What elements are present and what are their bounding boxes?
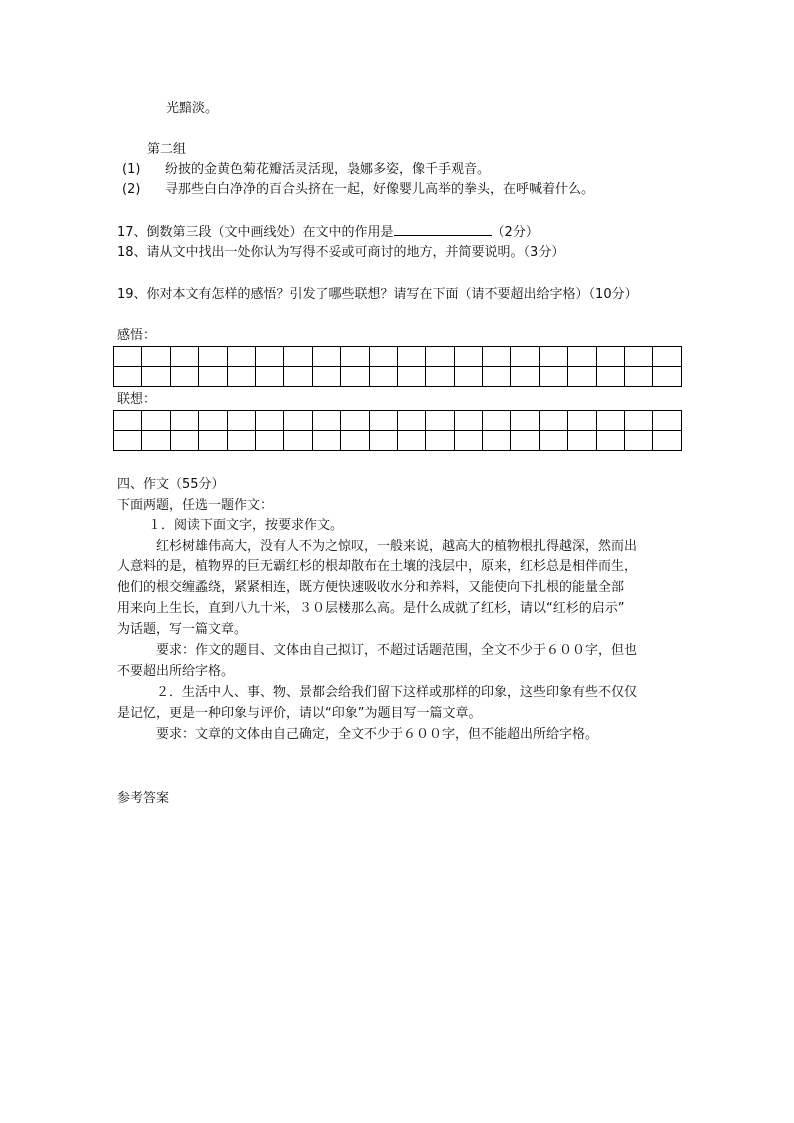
grid-cell[interactable] xyxy=(397,431,425,451)
grid-cell[interactable] xyxy=(255,431,283,451)
grid-cell[interactable] xyxy=(397,347,425,367)
grid-cell[interactable] xyxy=(170,367,198,387)
grid-cell[interactable] xyxy=(227,347,255,367)
grid-cell[interactable] xyxy=(284,411,312,431)
grid-cell[interactable] xyxy=(483,367,511,387)
grid-cell[interactable] xyxy=(596,367,624,387)
grid-cell[interactable] xyxy=(142,411,170,431)
grid-cell[interactable] xyxy=(426,347,454,367)
grid-row xyxy=(114,367,682,387)
grid-cell[interactable] xyxy=(170,347,198,367)
grid-cell[interactable] xyxy=(511,347,539,367)
grid-cell[interactable] xyxy=(397,367,425,387)
requirement-1: 要求：作文的题目、文体由自己拟订，不超过话题范围，全文不少于６００字，但也 xyxy=(156,643,638,658)
grid-cell[interactable] xyxy=(227,431,255,451)
text-line: 是记忆，更是一种印象与评价，请以“印象”为题目写一篇文章。 xyxy=(117,706,482,721)
grid-cell[interactable] xyxy=(625,411,653,431)
grid-cell[interactable] xyxy=(142,431,170,451)
section-heading: 四、作文（55分） xyxy=(117,477,225,492)
grid-cell[interactable] xyxy=(568,411,596,431)
answer-blank[interactable] xyxy=(394,223,492,236)
item-number: (2) xyxy=(122,182,141,197)
text-line: 光黯淡。 xyxy=(166,101,219,116)
grid-cell[interactable] xyxy=(227,367,255,387)
question-18: 18、请从文中找出一处你认为写得不妥或可商讨的地方，并简要说明。（3分） xyxy=(117,245,565,260)
grid-cell[interactable] xyxy=(142,347,170,367)
grid-cell[interactable] xyxy=(170,431,198,451)
writing-grid-association[interactable] xyxy=(113,410,682,451)
grid-cell[interactable] xyxy=(596,347,624,367)
text-line: 纷披的金黄色菊花瓣活灵活现，袅娜多姿，像千手观音。 xyxy=(165,162,491,177)
grid-cell[interactable] xyxy=(255,347,283,367)
grid-row xyxy=(114,411,682,431)
question-17-text: 17、倒数第三段（文中画线处）在文中的作用是 xyxy=(117,225,394,240)
grid-cell[interactable] xyxy=(227,411,255,431)
grid-cell[interactable] xyxy=(625,431,653,451)
grid-cell[interactable] xyxy=(369,347,397,367)
item-number: (1) xyxy=(122,162,141,177)
text-line: 用来向上生长，直到八九十米，３０层楼那么高。是什么成就了红杉，请以“红杉的启示” xyxy=(117,601,625,616)
grid-cell[interactable] xyxy=(397,411,425,431)
grid-cell[interactable] xyxy=(284,431,312,451)
text-line: 人意料的是，植物界的巨无霸红杉的根却散布在土壤的浅层中，原来，红杉总是相伴而生， xyxy=(117,559,638,574)
grid-cell[interactable] xyxy=(114,367,142,387)
text-line: 红杉树雄伟高大，没有人不为之惊叹，一般来说，越高大的植物根扎得越深，然而出 xyxy=(156,539,638,554)
grid-cell[interactable] xyxy=(596,431,624,451)
grid-cell[interactable] xyxy=(568,347,596,367)
text-line: 寻那些白白净净的百合头挤在一起，好像婴儿高举的拳头，在呼喊着什么。 xyxy=(165,182,595,197)
grid-cell[interactable] xyxy=(199,367,227,387)
grid-cell[interactable] xyxy=(625,347,653,367)
grid-cell[interactable] xyxy=(539,411,567,431)
grid-cell[interactable] xyxy=(653,347,681,367)
grid-row xyxy=(114,347,682,367)
grid-cell[interactable] xyxy=(312,411,340,431)
grid-cell[interactable] xyxy=(312,431,340,451)
grid-cell[interactable] xyxy=(596,411,624,431)
question-17-points: （2分） xyxy=(491,225,539,240)
grid-cell[interactable] xyxy=(539,431,567,451)
grid-cell[interactable] xyxy=(454,367,482,387)
grid-cell[interactable] xyxy=(341,367,369,387)
text-line: 不要超出所给字格。 xyxy=(117,664,235,679)
answer-key-heading: 参考答案 xyxy=(117,791,170,806)
grid-cell[interactable] xyxy=(284,367,312,387)
grid-cell[interactable] xyxy=(255,367,283,387)
grid-cell[interactable] xyxy=(255,411,283,431)
grid-cell[interactable] xyxy=(199,431,227,451)
grid-cell[interactable] xyxy=(483,347,511,367)
grid-cell[interactable] xyxy=(625,367,653,387)
grid-cell[interactable] xyxy=(511,367,539,387)
topic-2-title: ２．生活中人、事、物、景都会给我们留下这样或那样的印象，这些印象有些不仅仅 xyxy=(156,685,638,700)
grid-cell[interactable] xyxy=(312,367,340,387)
grid-cell[interactable] xyxy=(539,347,567,367)
grid-cell[interactable] xyxy=(114,431,142,451)
grid-cell[interactable] xyxy=(483,431,511,451)
group-heading: 第二组 xyxy=(147,142,187,157)
grid-label-association: 联想： xyxy=(117,392,157,407)
grid-cell[interactable] xyxy=(653,411,681,431)
grid-cell[interactable] xyxy=(199,347,227,367)
grid-cell[interactable] xyxy=(511,431,539,451)
grid-cell[interactable] xyxy=(170,411,198,431)
grid-cell[interactable] xyxy=(341,431,369,451)
grid-cell[interactable] xyxy=(426,431,454,451)
grid-cell[interactable] xyxy=(653,431,681,451)
grid-cell[interactable] xyxy=(312,347,340,367)
text-line: 他们的根交缠蟊绕，紧紧相连，既方便快速吸收水分和养料，又能使向下扎根的能量全部 xyxy=(117,580,625,595)
grid-row xyxy=(114,431,682,451)
requirement-2: 要求：文章的文体由自己确定，全文不少于６００字，但不能超出所给字格。 xyxy=(156,727,599,742)
grid-cell[interactable] xyxy=(142,367,170,387)
grid-cell[interactable] xyxy=(653,367,681,387)
grid-cell[interactable] xyxy=(454,411,482,431)
grid-cell[interactable] xyxy=(426,411,454,431)
grid-cell[interactable] xyxy=(114,347,142,367)
grid-label-insight: 感悟： xyxy=(117,328,157,343)
grid-cell[interactable] xyxy=(369,367,397,387)
grid-cell[interactable] xyxy=(341,411,369,431)
text-line: 下面两题，任选一题作文： xyxy=(117,498,274,513)
grid-cell[interactable] xyxy=(539,367,567,387)
grid-cell[interactable] xyxy=(483,411,511,431)
question-19: 19、你对本文有怎样的感悟？引发了哪些联想？请写在下面（请不要超出给字格）（10分） xyxy=(117,287,638,302)
topic-1-title: １．阅读下面文字，按要求作文。 xyxy=(148,518,344,533)
grid-cell[interactable] xyxy=(426,367,454,387)
grid-cell[interactable] xyxy=(568,367,596,387)
grid-cell[interactable] xyxy=(199,411,227,431)
grid-cell[interactable] xyxy=(568,431,596,451)
grid-cell[interactable] xyxy=(511,411,539,431)
question-17 xyxy=(117,223,539,242)
grid-cell[interactable] xyxy=(454,347,482,367)
grid-cell[interactable] xyxy=(284,347,312,367)
grid-cell[interactable] xyxy=(454,431,482,451)
grid-cell[interactable] xyxy=(369,411,397,431)
grid-cell[interactable] xyxy=(369,431,397,451)
text-line: 为话题，写一篇文章。 xyxy=(117,622,248,637)
grid-cell[interactable] xyxy=(114,411,142,431)
grid-cell[interactable] xyxy=(341,347,369,367)
writing-grid-insight[interactable] xyxy=(113,346,682,387)
